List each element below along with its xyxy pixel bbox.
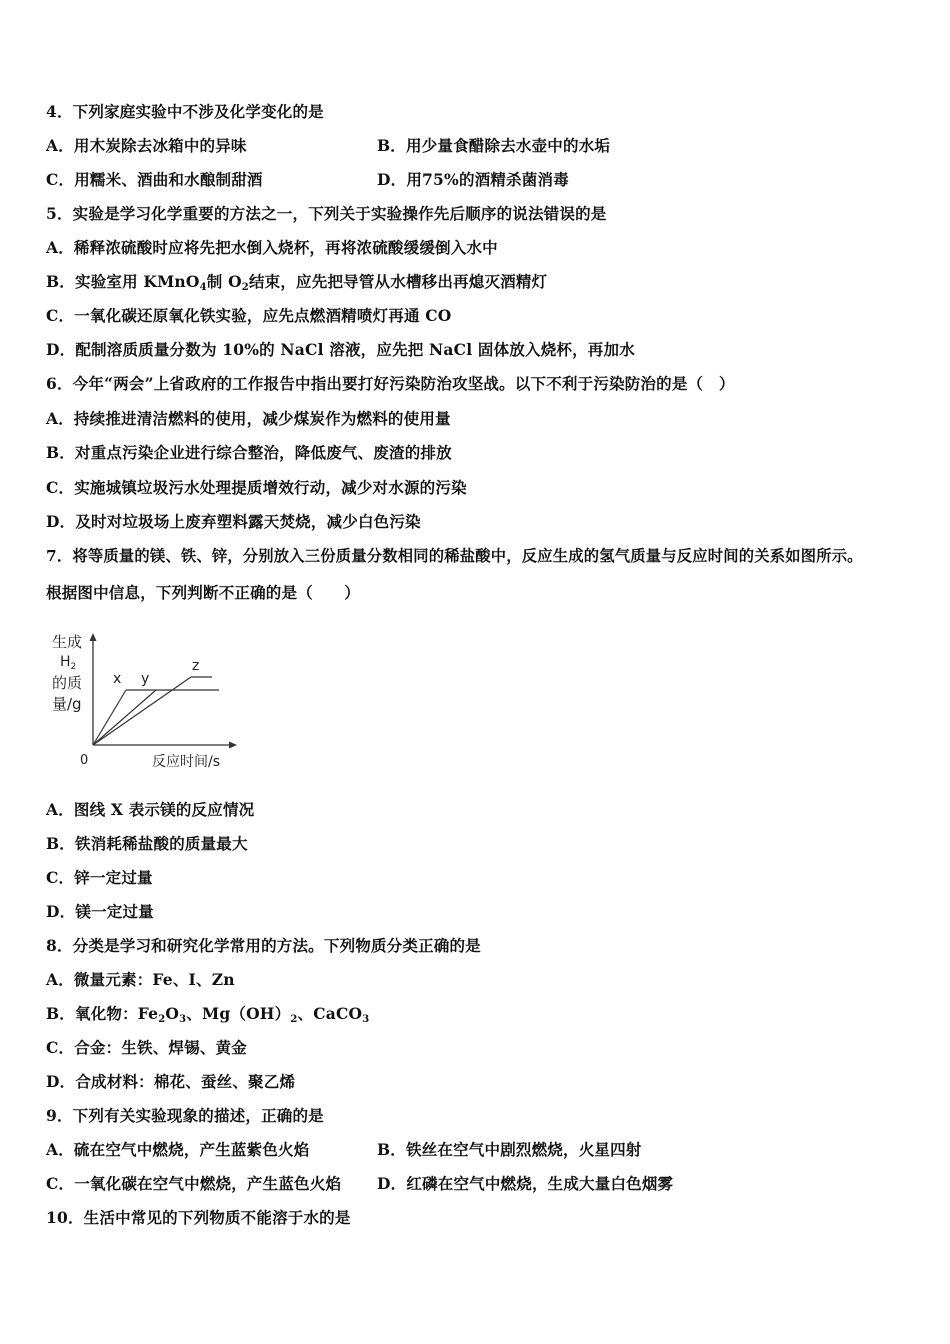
- q9-option-b: B．铁丝在空气中剧烈燃烧，火星四射: [377, 1140, 642, 1159]
- q5-b-text-2: 制 O: [206, 272, 242, 291]
- hydrogen-mass-time-graph: [46, 628, 246, 776]
- q4-option-b: B．用少量食醋除去水壶中的水垢: [377, 136, 611, 155]
- q4-option-c: C．用糯米、酒曲和水酿制甜酒: [46, 170, 263, 189]
- q4-option-a: A．用木炭除去冰箱中的异味: [46, 136, 247, 155]
- q8-b-sub-4: 3: [362, 1014, 370, 1025]
- graph-x-axis-arrow: [229, 742, 237, 749]
- graph-label-y: y: [141, 671, 150, 687]
- q6-stem: 6．今年“两会”上省政府的工作报告中指出要打好污染防治攻坚战。以下不利于污染防治的是（ ）: [46, 374, 735, 393]
- q6-option-d: D．及时对垃圾场上废弃塑料露天焚烧，减少白色污染: [46, 512, 421, 531]
- graph-line-y-rise: [93, 690, 156, 745]
- q8-stem: 8．分类是学习和研究化学常用的方法。下列物质分类正确的是: [46, 936, 481, 955]
- q9-option-a: A．硫在空气中燃烧，产生蓝紫色火焰: [46, 1140, 310, 1159]
- q7-option-a: A．图线 X 表示镁的反应情况: [46, 800, 255, 819]
- q4-stem: 4．下列家庭实验中不涉及化学变化的是: [46, 102, 324, 121]
- graph-xlabel: 反应时间/s: [152, 754, 221, 770]
- graph-label-z: z: [192, 658, 200, 674]
- graph-ylabel-h: $H_2$: [60, 654, 77, 672]
- graph-origin-label: 0: [80, 753, 89, 768]
- q5-option-a: A．稀释浓硫酸时应将先把水倒入烧杯，再将浓硫酸缓缓倒入水中: [46, 238, 498, 257]
- q7-option-c: C．锌一定过量: [46, 868, 153, 887]
- q5-option-b: [46, 272, 547, 298]
- graph-ylabel-line4: 量/g: [52, 695, 82, 713]
- q8-b-sub-1: 2: [158, 1014, 166, 1025]
- graph-line-z-rise: [93, 677, 191, 745]
- q8-option-b: [46, 1004, 369, 1030]
- graph-label-x: x: [113, 671, 122, 687]
- q7-stem-line1: 7．将等质量的镁、铁、锌，分别放入三份质量分数相同的稀盐酸中，反应生成的氢气质量与反应时间的关系如图所示。: [46, 547, 863, 565]
- q5-b-sub-1: 4: [199, 282, 207, 293]
- graph-ylabel-line1: 生成: [52, 633, 83, 651]
- q8-option-a: A．微量元素：Fe、I、Zn: [46, 970, 235, 989]
- q8-option-d: D．合成材料：棉花、蚕丝、聚乙烯: [46, 1072, 296, 1091]
- q6-option-a: A．持续推进清洁燃料的使用，减少煤炭作为燃料的使用量: [46, 409, 451, 428]
- q5-option-d: D．配制溶质质量分数为 10%的 NaCl 溶液，应先把 NaCl 固体放入烧杯，再加水: [46, 340, 635, 359]
- q5-option-c: C．一氧化碳还原氧化铁实验，应先点燃酒精喷灯再通 CO: [46, 306, 452, 325]
- q7-stem-line2: 根据图中信息，下列判断不正确的是（ ）: [46, 583, 361, 602]
- q5-b-sub-2: 2: [241, 282, 249, 293]
- q8-b-text-1: B．氧化物：Fe: [46, 1004, 159, 1023]
- q8-b-text-3: 、Mg（OH）: [186, 1004, 291, 1023]
- q8-b-sub-2: 3: [179, 1014, 187, 1025]
- graph-ylabel-line3: 的质: [52, 674, 83, 692]
- q6-option-b: B．对重点污染企业进行综合整治，降低废气、废渣的排放: [46, 443, 452, 462]
- q5-stem: 5．实验是学习化学重要的方法之一，下列关于实验操作先后顺序的说法错误的是: [46, 204, 607, 223]
- q7-option-b: B．铁消耗稀盐酸的质量最大: [46, 834, 248, 853]
- q9-option-c: C．一氧化碳在空气中燃烧，产生蓝色火焰: [46, 1174, 342, 1193]
- q6-option-c: C．实施城镇垃圾污水处理提质增效行动，减少对水源的污染: [46, 478, 467, 497]
- q8-b-text-4: 、CaCO: [297, 1004, 363, 1023]
- q8-b-text-2: O: [165, 1004, 180, 1023]
- q9-option-d: D．红磷在空气中燃烧，生成大量白色烟雾: [377, 1174, 674, 1193]
- q4-option-d: D．用75%的酒精杀菌消毒: [377, 170, 569, 189]
- graph-line-x-rise: [93, 690, 126, 745]
- q5-b-text-1: B．实验室用 KMnO: [46, 272, 200, 291]
- q10-stem: 10．生活中常见的下列物质不能溶于水的是: [46, 1208, 351, 1227]
- q8-b-sub-3: 2: [290, 1014, 298, 1025]
- q5-b-text-3: 结束，应先把导管从水槽移出再熄灭酒精灯: [248, 272, 548, 291]
- q7-option-d: D．镁一定过量: [46, 902, 154, 921]
- graph-y-axis-arrow: [90, 633, 97, 641]
- q8-option-c: C．合金：生铁、焊锡、黄金: [46, 1038, 247, 1057]
- q9-stem: 9．下列有关实验现象的描述，正确的是: [46, 1106, 324, 1125]
